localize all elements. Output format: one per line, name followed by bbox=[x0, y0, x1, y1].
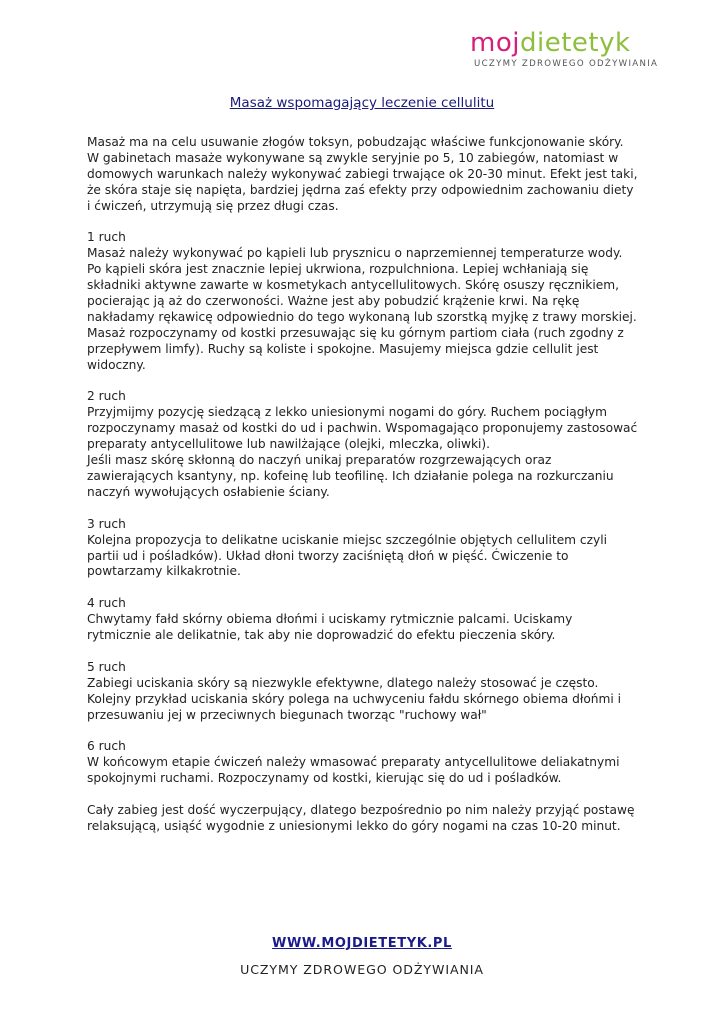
section-heading: 6 ruch bbox=[87, 739, 126, 754]
section-text-2: Jeśli masz skórę skłonną do naczyń unikaj preparatów rozgrzewających oraz zawierających ksantyny, np. kofeinę lub teofilinę. Ich działanie polega na rozkurczaniu naczyń wywołujących osłabienie ściany. bbox=[87, 453, 614, 499]
logo-wordmark bbox=[470, 28, 710, 58]
section-heading: 5 ruch bbox=[87, 659, 126, 674]
closing-paragraph: Cały zabieg jest dość wyczerpujący, dlatego bezpośrednio po nim należy przyjąć postawę relaksującą, usiąść wygodnie z uniesionymi lekko do góry nogami na czas 10-20 minut. bbox=[87, 802, 635, 833]
section-2 bbox=[87, 389, 639, 500]
section-text: W końcowym etapie ćwiczeń należy wmasować preparaty antycellulitowe deliakatnymi spokojnymi ruchami. Rozpoczynamy od kostki, kierując się do ud i pośladków. bbox=[87, 755, 620, 786]
logo-tagline: UCZYMY ZDROWEGO ODŻYWIANIA bbox=[474, 59, 659, 69]
footer-tagline: UCZYMY ZDROWEGO ODŻYWIANIA bbox=[240, 962, 484, 977]
brand-logo bbox=[470, 28, 710, 69]
footer-website-link[interactable]: WWW.MOJDIETETYK.PL bbox=[272, 936, 452, 951]
logo-part-dietetyk: dietetyk bbox=[519, 28, 631, 58]
section-text: Chwytamy fałd skórny obiema dłońmi i uciskamy rytmicznie palcami. Uciskamy rytmicznie ale delikatnie, tak aby nie doprowadzić do efektu pieczenia skóry. bbox=[87, 612, 573, 643]
section-5 bbox=[87, 660, 639, 724]
section-6 bbox=[87, 739, 639, 787]
section-text: Masaż należy wykonywać po kąpieli lub prysznicu o naprzemiennej temperaturze wody. Po kąpieli skóra jest znacznie lepiej ukrwiona, rozpulchniona. Lepiej wchłaniają się składniki aktywne zawarte w kosmetykach antycellulitowych. Skórę osuszy ręcznikiem, pocierając ją aż do czerwoności. Ważne jest aby pobudzić krążenie krwi. Na rękę nakładamy rękawicę odpowiednio do tego wykonaną lub szorstką myjkę z trawy morskiej. Masaż rozpoczynamy od kostki przesuwając się ku górnym partiom ciała (ruch zgodny z przepływem limfy). Ruchy są koliste i spokojne. Masujemy miejsca gdzie cellulit jest widoczny. bbox=[87, 246, 637, 372]
section-1 bbox=[87, 230, 639, 373]
section-3 bbox=[87, 517, 639, 581]
section-text: Przyjmijmy pozycję siedzącą z lekko uniesionymi nogami do góry. Ruchem pociągłym rozpoczynamy masaż od kostki do ud i pachwin. Wspomagająco proponujemy zastosować preparaty antycellulitowe lub nawilżające (olejki, mleczka, oliwki). bbox=[87, 405, 638, 452]
section-4 bbox=[87, 596, 639, 644]
section-heading: 1 ruch bbox=[87, 230, 126, 245]
logo-part-moj: moj bbox=[470, 28, 520, 58]
section-text: Kolejna propozycja to delikatne uciskanie miejsc szczególnie objętych cellulitem czyli partii ud i pośladków). Układ dłoni tworzy zaciśniętą dłoń w pięść. Ćwiczenie to powtarzamy kilkakrotnie. bbox=[87, 532, 608, 579]
section-heading: 3 ruch bbox=[87, 516, 126, 531]
intro-paragraph: Masaż ma na celu usuwanie złogów toksyn, pobudzając właściwe funkcjonowanie skóry. W gabinetach masaże wykonywane są zwykle seryjnie po 5, 10 zabiegów, natomiast w domowych warunkach należy wykonywać zabiegi trwające ok 20-30 minut. Efekt jest taki, że skóra staje się napięta, bardziej jędrna zaś efekty przy odpowiednim zachowaniu diety i ćwiczeń, utrzymują się przez długi czas. bbox=[87, 135, 638, 213]
page-title: Masaż wspomagający leczenie cellulitu bbox=[229, 95, 495, 111]
section-text: Zabiegi uciskania skóry są niezwykle efektywne, dlatego należy stosować je często. Kolejny przykład uciskania skóry polega na uchwyceniu fałdu skórnego obiema dłońmi i przesuwaniu jej w przeciwnych biegunach tworząc "ruchowy wał" bbox=[87, 675, 622, 722]
section-heading: 4 ruch bbox=[87, 596, 126, 611]
article-body bbox=[87, 135, 639, 851]
section-heading: 2 ruch bbox=[87, 389, 126, 404]
